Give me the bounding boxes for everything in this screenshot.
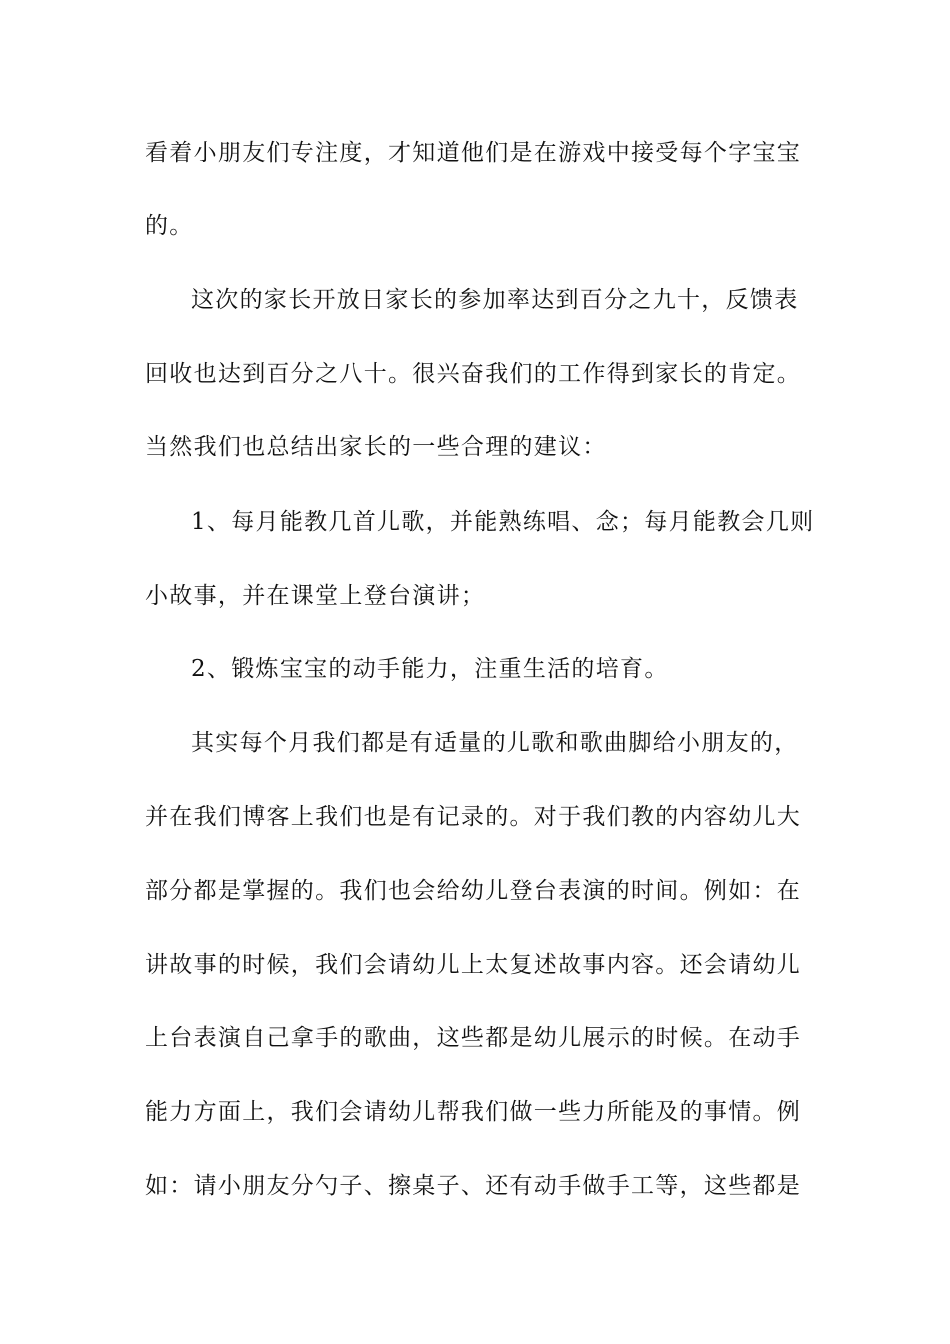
text-line: 如：请小朋友分勺子、擦桌子、还有动手做手工等，这些都是 (145, 1173, 802, 1199)
paragraph-line: 这次的家长开放日家长的参加率达到百分之九十，反馈表 (191, 287, 799, 313)
text-line: 讲故事的时候，我们会请幼儿上太复述故事内容。还会请幼儿 (145, 952, 802, 978)
text-line: 看着小朋友们专注度，才知道他们是在游戏中接受每个字宝宝 (145, 140, 802, 166)
text-line: 小故事，并在课堂上登台演讲； (145, 583, 486, 609)
text-line: 能力方面上，我们会请幼儿帮我们做一些力所能及的事情。例 (145, 1099, 802, 1125)
list-item-line: 2、锻炼宝宝的动手能力，注重生活的培育。 (191, 656, 669, 682)
text-line: 上台表演自己拿手的歌曲，这些都是幼儿展示的时候。在动手 (145, 1025, 802, 1051)
text-line: 回收也达到百分之八十。很兴奋我们的工作得到家长的肯定。 (145, 361, 802, 387)
list-item-line: 1、每月能教几首儿歌，并能熟练唱、念；每月能教会几则 (191, 509, 815, 535)
text-line: 部分都是掌握的。我们也会给幼儿登台表演的时间。例如：在 (145, 878, 802, 904)
text-line: 的。 (145, 213, 194, 239)
paragraph-line: 其实每个月我们都是有适量的儿歌和歌曲脚给小朋友的， (191, 730, 799, 756)
text-line: 当然我们也总结出家长的一些合理的建议： (145, 434, 607, 460)
text-line: 并在我们博客上我们也是有记录的。对于我们教的内容幼儿大 (145, 804, 802, 830)
